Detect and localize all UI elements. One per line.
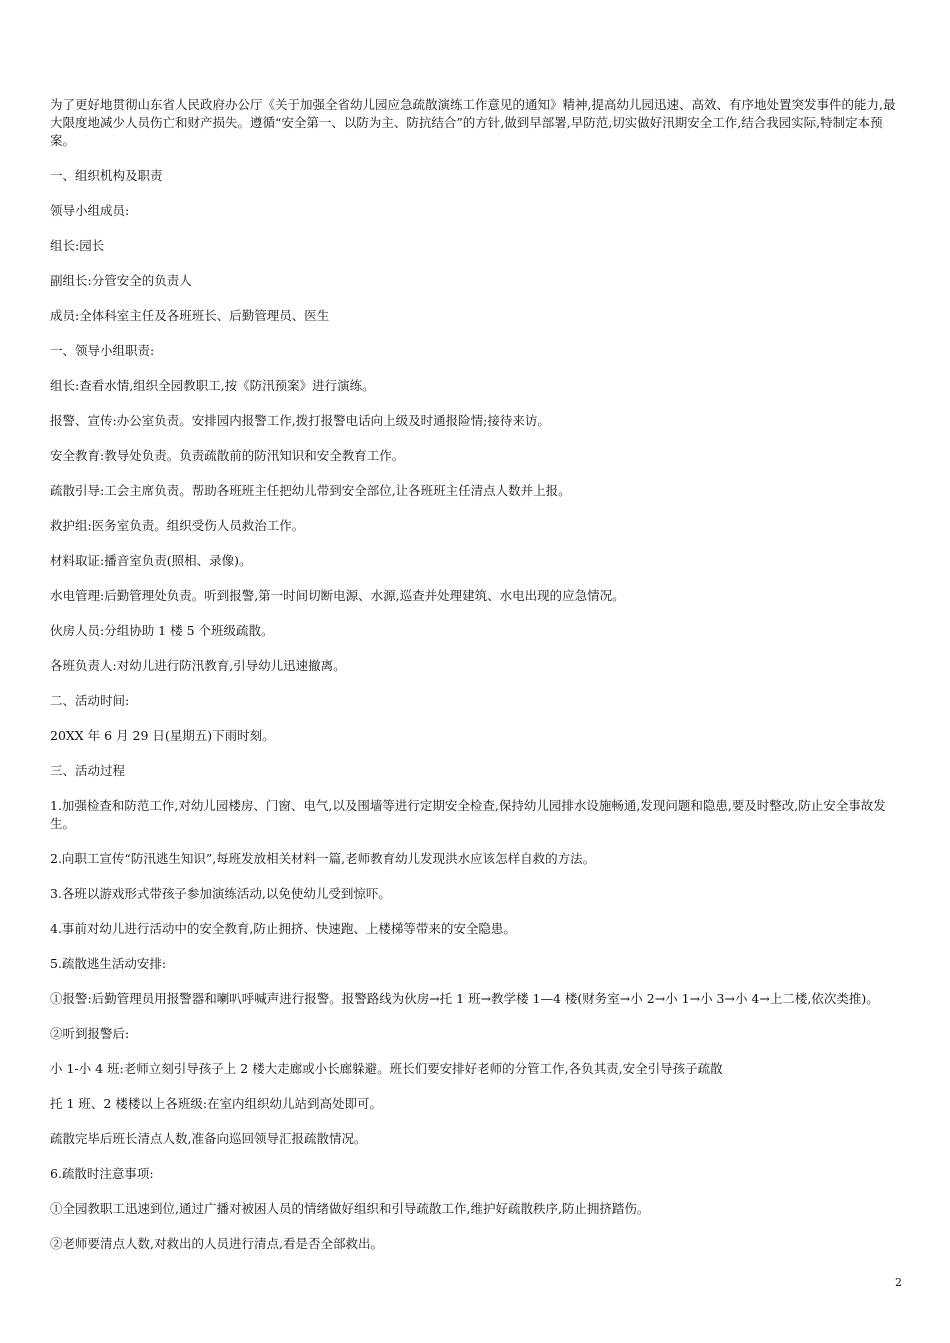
alarm-route-paragraph: ①报警:后勤管理员用报警器和喇叭呼喊声进行报警。报警路线为伙房→托 1 班→教学楼 1—4 楼(财务室→小 2→小 1→小 3→小 4→上二楼,依次类推)。: [50, 991, 879, 1006]
deputy-leader-line: 副组长:分管安全的负责人: [50, 273, 192, 288]
section-heading-time: 二、活动时间:: [50, 693, 130, 708]
activity-date-paragraph: 20XX 年 6 月 29 日(星期五)下雨时刻。: [50, 728, 275, 743]
section-heading-process: 三、活动过程: [50, 763, 126, 778]
process-step-2: 2.向职工宣传“防汛逃生知识”,每班发放相关材料一篇,老师教育幼儿发现洪水应该怎样自救的方法。: [50, 851, 596, 866]
process-step-4: 4.事前对幼儿进行活动中的安全教育,防止拥挤、快速跑、上楼梯等带来的安全隐患。: [50, 921, 516, 936]
kitchen-staff-paragraph: 伙房人员:分组协助 1 楼 5 个班级疏散。: [50, 623, 274, 638]
headcount-report-paragraph: 疏散完毕后班长清点人数,准备向巡回领导汇报疏散情况。: [50, 1131, 367, 1146]
leader-duty-paragraph: 组长:查看水情,组织全园教职工,按《防汛预案》进行演练。: [50, 378, 375, 393]
process-step-3: 3.各班以游戏形式带孩子参加演练活动,以免使幼儿受到惊吓。: [50, 886, 391, 901]
leadership-duties-heading: 一、领导小组职责:: [50, 343, 155, 358]
document-body: [50, 96, 906, 1270]
utilities-management-paragraph: 水电管理:后勤管理处负责。听到报警,第一时间切断电源、水源,巡查并处理建筑、水电出现的应急情况。: [50, 588, 625, 603]
section-heading-organization: 一、组织机构及职责: [50, 168, 163, 183]
team-leader-line: 组长:园长: [50, 238, 105, 253]
process-step-1: 1.加强检查和防范工作,对幼儿园楼房、门窗、电气,以及围墙等进行定期安全检查,保持幼儿园排水设施畅通,发现问题和隐患,要及时整改,防止安全事故发生。: [50, 798, 886, 831]
after-alarm-heading: ②听到报警后:: [50, 1026, 130, 1041]
upper-floor-classes-paragraph: 托 1 班、2 楼楼以上各班级:在室内组织幼儿站到高处即可。: [50, 1096, 383, 1111]
process-step-5-heading: 5.疏散逃生活动安排:: [50, 956, 167, 971]
page-number: 2: [895, 1276, 902, 1289]
safety-education-paragraph: 安全教育:教导处负责。负责疏散前的防汛知识和安全教育工作。: [50, 448, 405, 463]
notice-item-1: ①全园教职工迅速到位,通过广播对被困人员的情绪做好组织和引导疏散工作,维护好疏散秩序,防止拥挤踏伤。: [50, 1201, 650, 1216]
process-step-6-heading: 6.疏散时注意事项:: [50, 1166, 154, 1181]
small-classes-paragraph: 小 1-小 4 班:老师立刻引导孩子上 2 楼大走廊或小长廊躲避。班长们要安排好老师的分管工作,各负其责,安全引导孩子疏散: [50, 1061, 723, 1076]
leadership-members-heading: 领导小组成员:: [50, 203, 130, 218]
members-line: 成员:全体科室主任及各班班长、后勤管理员、医生: [50, 308, 330, 323]
class-leaders-paragraph: 各班负责人:对幼儿进行防汛教育,引导幼儿迅速撤离。: [50, 658, 346, 673]
evidence-collection-paragraph: 材料取证:播音室负责(照相、录像)。: [50, 553, 252, 568]
alarm-publicity-paragraph: 报警、宣传:办公室负责。安排园内报警工作,拨打报警电话向上级及时通报险情;接待来访。: [50, 413, 550, 428]
intro-paragraph: 为了更好地贯彻山东省人民政府办公厅《关于加强全省幼儿园应急疏散演练工作意见的通知》精神,提高幼儿园迅速、高效、有序地处置突发事件的能力,最大限度地减少人员伤亡和财产损失。遵循“安全第一、以防为主、防抗结合”的方针,做到早部署,早防范,切实做好汛期安全工作,结合我园实际,特制定本预案。: [50, 97, 896, 148]
rescue-team-paragraph: 救护组:医务室负责。组织受伤人员救治工作。: [50, 518, 305, 533]
evacuation-guide-paragraph: 疏散引导:工会主席负责。帮助各班班主任把幼儿带到安全部位,让各班班主任清点人数并上报。: [50, 483, 571, 498]
notice-item-2: ②老师要清点人数,对救出的人员进行清点,看是否全部救出。: [50, 1236, 383, 1251]
